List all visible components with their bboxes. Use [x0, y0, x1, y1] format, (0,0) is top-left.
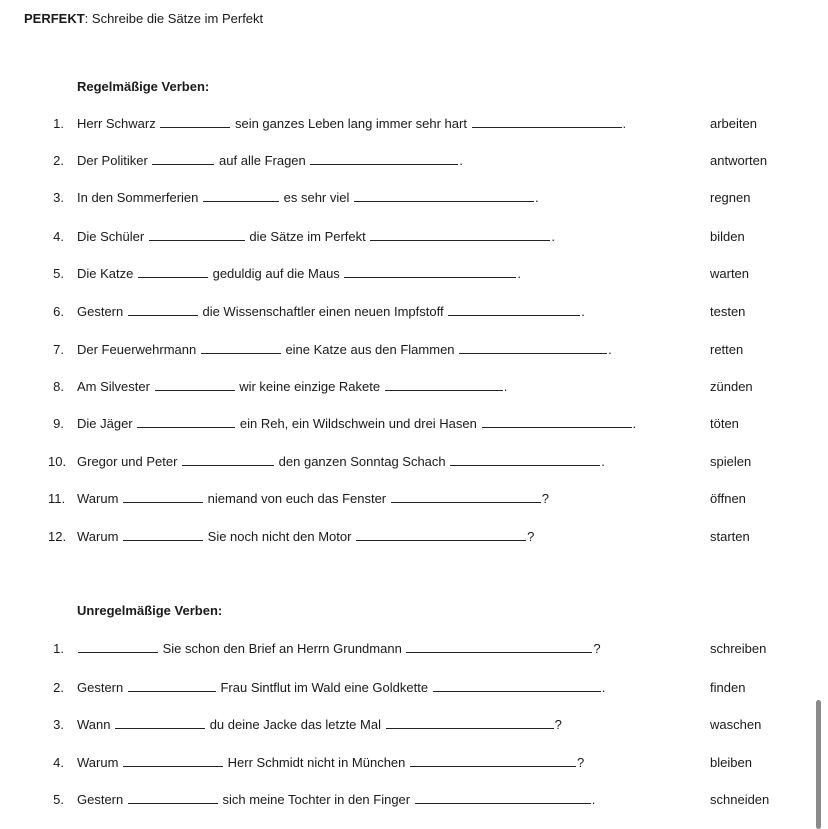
exercise-sentence: [77, 116, 626, 131]
exercise-row: [0, 190, 828, 208]
sentence-text: Der Feuerwehrmann: [77, 342, 200, 357]
answer-blank[interactable]: [123, 491, 203, 503]
exercise-row: [0, 304, 828, 322]
sentence-text: .: [608, 342, 612, 357]
answer-blank[interactable]: [115, 717, 205, 729]
sentence-text: Sie noch nicht den Motor: [204, 529, 356, 544]
answer-blank[interactable]: [123, 755, 223, 767]
sentence-text: Frau Sintflut im Wald eine Goldkette: [216, 680, 432, 695]
answer-blank[interactable]: [128, 304, 198, 316]
answer-blank[interactable]: [203, 190, 279, 202]
exercise-row: [0, 379, 828, 397]
answer-blank[interactable]: [155, 379, 235, 391]
sentence-text: sich meine Tochter in den Finger: [218, 792, 414, 807]
sentence-text: Herr Schwarz: [77, 116, 160, 131]
sentence-text: Gestern: [77, 792, 127, 807]
answer-blank[interactable]: [123, 529, 203, 541]
sentence-text: Herr Schmidt nicht in München: [224, 755, 409, 770]
exercise-row: [0, 342, 828, 360]
exercise-row: [0, 229, 828, 247]
sentence-text: es sehr viel: [280, 190, 353, 205]
exercise-sentence: [77, 304, 585, 319]
answer-blank[interactable]: [410, 755, 576, 767]
infinitive-verb: arbeiten: [710, 116, 757, 131]
exercise-number: 3.: [53, 717, 64, 732]
sentence-text: auf alle Fragen: [215, 153, 310, 168]
sentence-text: .: [503, 379, 508, 394]
sentence-text: ?: [527, 529, 535, 544]
sentence-text: .: [459, 153, 463, 168]
answer-blank[interactable]: [344, 266, 516, 278]
sentence-text: Die Jäger: [77, 416, 137, 431]
exercise-sentence: [77, 529, 534, 544]
sentence-text: Warum: [77, 755, 123, 770]
sentence-text: Die Katze: [77, 266, 137, 281]
sentence-text: Warum: [77, 529, 123, 544]
sentence-text: die Wissenschaftler einen neuen Impfstoff: [198, 304, 448, 319]
sentence-text: sein ganzes Leben lang immer sehr hart: [231, 116, 471, 131]
answer-blank[interactable]: [448, 304, 580, 316]
sentence-text: ?: [541, 491, 549, 506]
sentence-text: du deine Jacke das letzte Mal: [206, 717, 385, 732]
exercise-sentence: [77, 379, 507, 394]
infinitive-verb: waschen: [710, 717, 762, 732]
exercise-number: 4.: [53, 755, 64, 770]
infinitive-verb: finden: [710, 680, 746, 695]
scrollbar[interactable]: [816, 700, 821, 829]
answer-blank[interactable]: [201, 342, 281, 354]
exercise-number: 8.: [53, 379, 64, 394]
sentence-text: .: [591, 792, 596, 807]
answer-blank[interactable]: [459, 342, 607, 354]
exercise-sentence: [77, 342, 612, 357]
exercise-sentence: [77, 491, 549, 506]
sentence-text: .: [535, 190, 539, 205]
answer-blank[interactable]: [182, 454, 274, 466]
exercise-sentence: [77, 792, 595, 807]
answer-blank[interactable]: [78, 641, 158, 653]
exercise-row: [0, 717, 828, 735]
infinitive-verb: warten: [710, 266, 750, 281]
exercise-sentence: [77, 190, 539, 205]
infinitive-verb: bleiben: [710, 755, 752, 770]
sentence-text: ?: [577, 755, 585, 770]
exercise-row: [0, 680, 828, 698]
worksheet-heading: [24, 11, 263, 26]
infinitive-verb: zünden: [710, 379, 753, 394]
exercise-row: [0, 416, 828, 434]
exercise-sentence: [77, 755, 584, 770]
exercise-sentence: [77, 153, 463, 168]
exercise-number: 10.: [48, 454, 67, 469]
sentence-text: die Sätze im Perfekt: [245, 229, 370, 244]
exercise-row: [0, 792, 828, 810]
sentence-text: Die Schüler: [77, 229, 148, 244]
sentence-text: Gregor und Peter: [77, 454, 182, 469]
sentence-text: ?: [593, 641, 601, 656]
exercise-sentence: [77, 229, 555, 244]
sentence-text: .: [601, 680, 606, 695]
infinitive-verb: starten: [710, 529, 750, 544]
infinitive-verb: regnen: [710, 190, 751, 205]
sentence-text: .: [601, 454, 605, 469]
answer-blank[interactable]: [354, 190, 534, 202]
infinitive-verb: bilden: [710, 229, 745, 244]
sentence-text: Gestern: [77, 304, 127, 319]
exercise-sentence: [77, 266, 521, 281]
regular-section-title: Regelmäßige Verben:: [77, 79, 210, 94]
exercise-number: 2.: [53, 680, 64, 695]
exercise-number: 3.: [53, 190, 64, 205]
heading-bold: PERFEKT: [24, 11, 85, 26]
answer-blank[interactable]: [386, 717, 554, 729]
sentence-text: Gestern: [77, 680, 127, 695]
sentence-text: .: [581, 304, 585, 319]
infinitive-verb: schneiden: [710, 792, 770, 807]
infinitive-verb: schreiben: [710, 641, 767, 656]
answer-blank[interactable]: [370, 229, 550, 241]
exercise-sentence: [77, 680, 605, 695]
sentence-text: .: [622, 116, 627, 131]
exercise-number: 11.: [48, 491, 66, 506]
sentence-text: .: [517, 266, 522, 281]
exercise-number: 5.: [53, 792, 64, 807]
exercise-number: 6.: [53, 304, 64, 319]
infinitive-verb: antworten: [710, 153, 768, 168]
answer-blank[interactable]: [406, 641, 592, 653]
exercise-number: 4.: [53, 229, 64, 244]
sentence-text: eine Katze aus den Flammen: [281, 342, 459, 357]
sentence-text: .: [632, 416, 637, 431]
answer-blank[interactable]: [310, 153, 458, 165]
answer-blank[interactable]: [391, 491, 541, 503]
answer-blank[interactable]: [472, 116, 622, 128]
infinitive-verb: töten: [710, 416, 739, 431]
sentence-text: ?: [554, 717, 562, 732]
answer-blank[interactable]: [482, 416, 632, 428]
infinitive-verb: öffnen: [710, 491, 746, 506]
sentence-text: ein Reh, ein Wildschwein und drei Hasen: [236, 416, 481, 431]
sentence-text: geduldig auf die Maus: [208, 266, 344, 281]
sentence-text: Am Silvester: [77, 379, 154, 394]
exercise-row: [0, 529, 828, 547]
answer-blank[interactable]: [128, 680, 216, 692]
answer-blank[interactable]: [138, 266, 208, 278]
exercise-row: [0, 641, 828, 659]
exercise-number: 1.: [53, 116, 64, 131]
sentence-text: Warum: [77, 491, 123, 506]
exercise-number: 2.: [53, 153, 64, 168]
heading-rest: : Schreibe die Sätze im Perfekt: [84, 11, 264, 26]
exercise-row: [0, 491, 828, 509]
answer-blank[interactable]: [385, 379, 503, 391]
answer-blank[interactable]: [433, 680, 601, 692]
answer-blank[interactable]: [160, 116, 230, 128]
irregular-section-title: Unregelmäßige Verben:: [77, 603, 223, 618]
exercise-row: [0, 116, 828, 134]
exercise-number: 1.: [53, 641, 64, 656]
sentence-text: wir keine einzige Rakete: [235, 379, 384, 394]
exercise-row: [0, 153, 828, 171]
answer-blank[interactable]: [137, 416, 235, 428]
answer-blank[interactable]: [128, 792, 218, 804]
answer-blank[interactable]: [149, 229, 245, 241]
infinitive-verb: retten: [710, 342, 744, 357]
exercise-sentence: [77, 717, 562, 732]
sentence-text: .: [551, 229, 555, 244]
exercise-row: [0, 266, 828, 284]
answer-blank[interactable]: [356, 529, 526, 541]
exercise-row: [0, 755, 828, 773]
infinitive-verb: spielen: [710, 454, 752, 469]
sentence-text: Sie schon den Brief an Herrn Grundmann: [159, 641, 406, 656]
exercise-sentence: [77, 641, 601, 656]
exercise-number: 5.: [53, 266, 64, 281]
exercise-number: 9.: [53, 416, 64, 431]
sentence-text: Der Politiker: [77, 153, 152, 168]
exercise-number: 7.: [53, 342, 64, 357]
exercise-sentence: [77, 416, 636, 431]
exercise-row: [0, 454, 828, 472]
answer-blank[interactable]: [450, 454, 600, 466]
exercise-sentence: [77, 454, 605, 469]
sentence-text: Wann: [77, 717, 115, 732]
sentence-text: niemand von euch das Fenster: [204, 491, 390, 506]
answer-blank[interactable]: [415, 792, 591, 804]
exercise-number: 12.: [48, 529, 67, 544]
sentence-text: den ganzen Sonntag Schach: [275, 454, 450, 469]
infinitive-verb: testen: [710, 304, 746, 319]
answer-blank[interactable]: [152, 153, 214, 165]
sentence-text: In den Sommerferien: [77, 190, 203, 205]
